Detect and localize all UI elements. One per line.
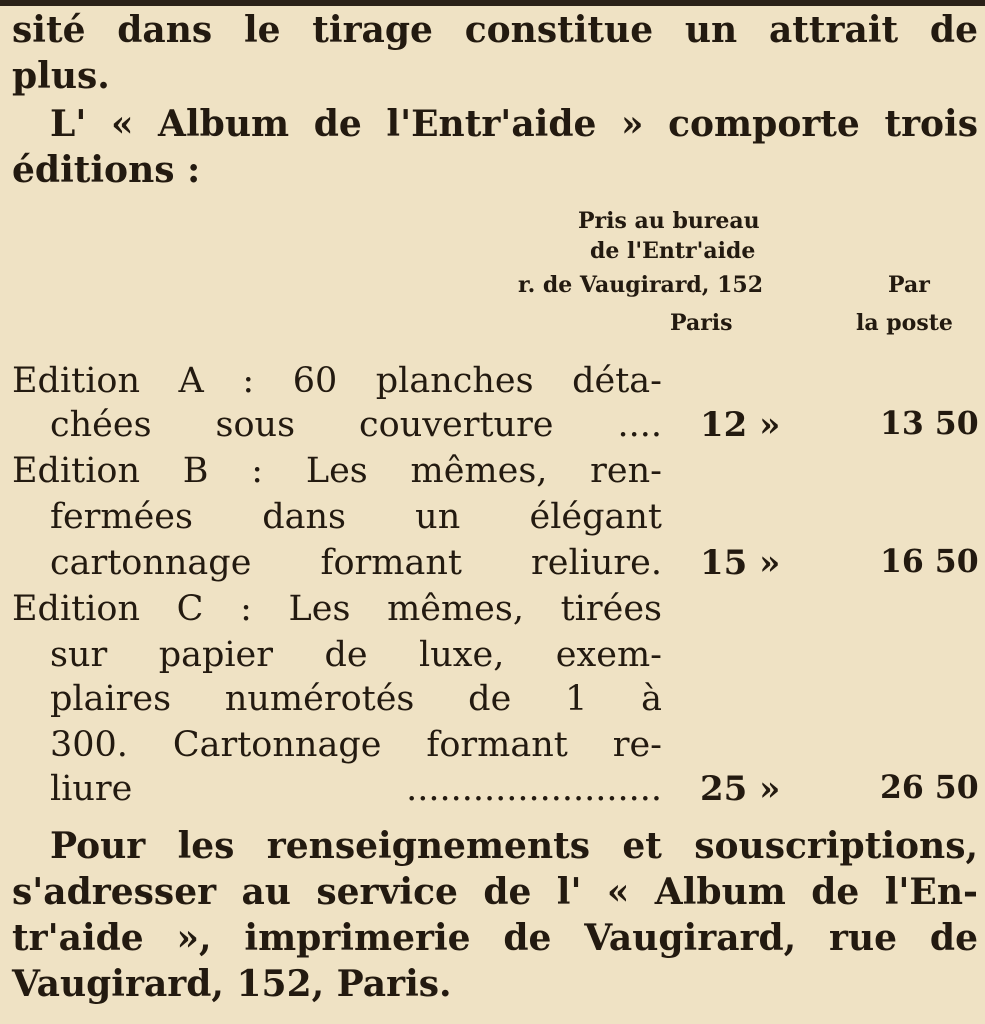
outro-line-2: s'adresser au service de l' « Album de l'En- bbox=[12, 871, 978, 913]
header-bureau-line-4: Paris bbox=[670, 310, 733, 336]
intro-line-2: plus. bbox=[12, 55, 110, 97]
edition-c-price-bureau: 25 » bbox=[700, 769, 781, 809]
edition-c-price-poste: 26 50 bbox=[880, 769, 979, 806]
edition-c-line-1: Edition C : Les mêmes, tirées bbox=[12, 589, 662, 629]
intro-line-1: sité dans le tirage constitue un attrait de bbox=[12, 9, 978, 51]
header-bureau-line-1: Pris au bureau bbox=[578, 208, 760, 234]
edition-a-price-poste: 13 50 bbox=[880, 405, 979, 442]
edition-b-price-poste: 16 50 bbox=[880, 543, 979, 580]
edition-b-line-3: cartonnage formant reliure. bbox=[50, 543, 662, 583]
edition-b-line-2: fermées dans un élégant bbox=[50, 497, 662, 537]
edition-c-line-5: liure ....................... bbox=[50, 769, 662, 809]
edition-b-line-1: Edition B : Les mêmes, ren- bbox=[12, 451, 662, 491]
edition-c-line-2: sur papier de luxe, exem- bbox=[50, 635, 662, 675]
outro-line-1: Pour les renseignements et souscriptions, bbox=[50, 825, 978, 867]
outro-line-4: Vaugirard, 152, Paris. bbox=[12, 963, 452, 1005]
outro-line-3: tr'aide », imprimerie de Vaugirard, rue de bbox=[12, 917, 978, 959]
edition-a-line-1: Edition A : 60 planches déta- bbox=[12, 361, 662, 401]
edition-c-line-3: plaires numérotés de 1 à bbox=[50, 679, 662, 719]
intro-line-4: éditions : bbox=[12, 149, 201, 191]
edition-c-line-4: 300. Cartonnage formant re- bbox=[50, 725, 662, 765]
header-poste-line-2: la poste bbox=[856, 310, 953, 336]
header-bureau-line-3: r. de Vaugirard, 152 bbox=[518, 272, 764, 298]
intro-line-3: L' « Album de l'Entr'aide » comporte trois bbox=[50, 103, 978, 145]
edition-b-price-bureau: 15 » bbox=[700, 543, 781, 583]
header-bureau-line-2: de l'Entr'aide bbox=[590, 238, 756, 264]
header-poste-line-1: Par bbox=[888, 272, 930, 298]
edition-a-line-2: chées sous couverture .... bbox=[50, 405, 662, 445]
edition-a-price-bureau: 12 » bbox=[700, 405, 781, 445]
